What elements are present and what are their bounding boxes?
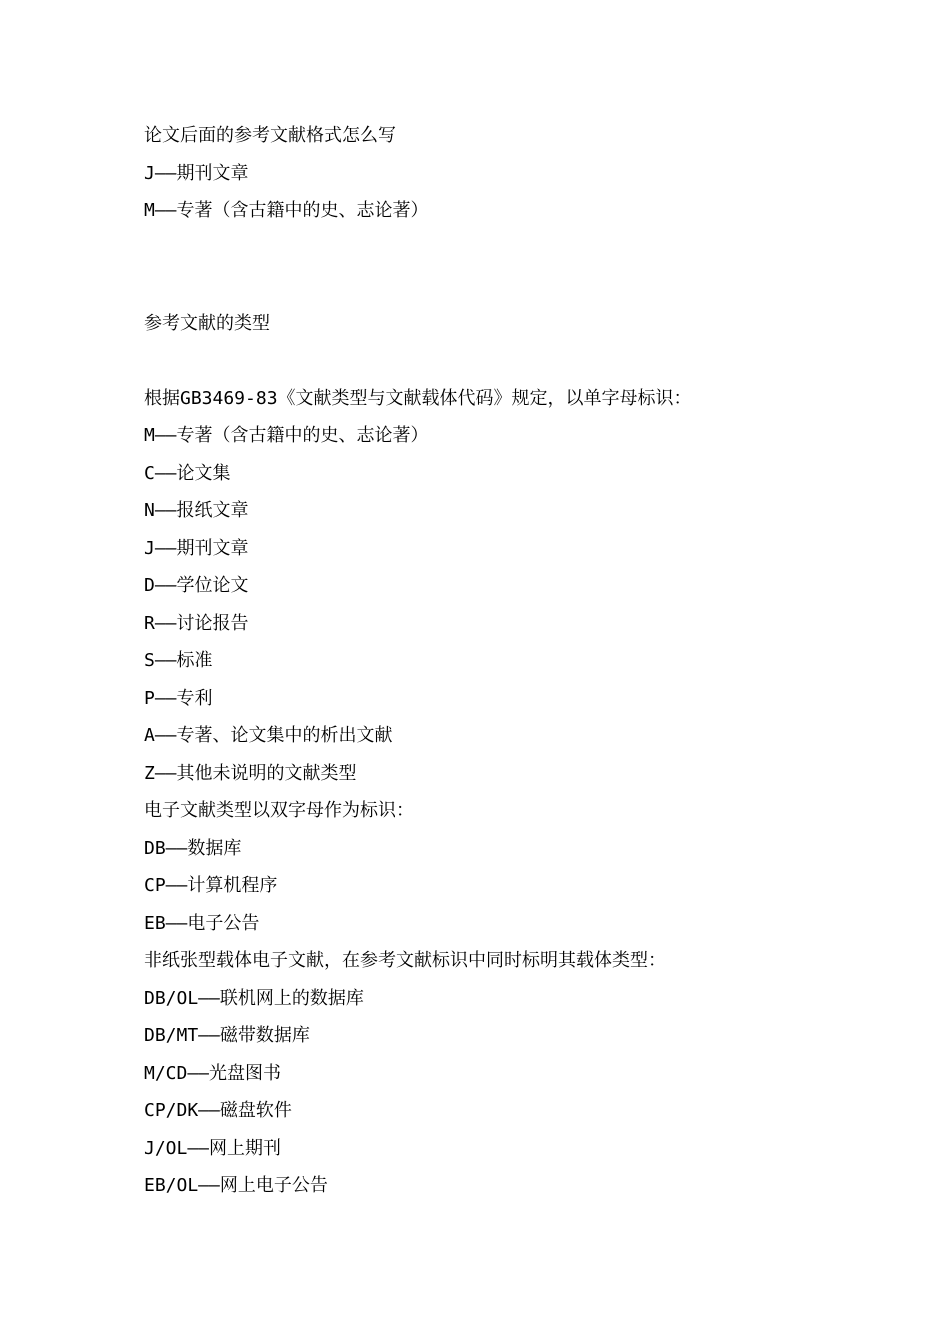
electronic-type-item: EB——电子公告 bbox=[144, 913, 260, 934]
section-heading: 参考文献的类型 bbox=[144, 313, 270, 334]
carrier-type-item: DB/MT——磁带数据库 bbox=[144, 1025, 310, 1046]
type-list-item: Z——其他未说明的文献类型 bbox=[144, 763, 357, 784]
intro-line: M——专著（含古籍中的史、志论著） bbox=[144, 200, 429, 221]
carrier-type-item: DB/OL——联机网上的数据库 bbox=[144, 988, 364, 1009]
intro-line: J——期刊文章 bbox=[144, 163, 249, 184]
type-list-item: N——报纸文章 bbox=[144, 500, 249, 521]
carrier-type-item: EB/OL——网上电子公告 bbox=[144, 1175, 328, 1196]
type-list-item: J——期刊文章 bbox=[144, 538, 249, 559]
type-list-item: S——标准 bbox=[144, 650, 213, 671]
type-list-item: C——论文集 bbox=[144, 463, 231, 484]
carrier-heading: 非纸张型载体电子文献，在参考文献标识中同时标明其载体类型： bbox=[144, 950, 666, 971]
carrier-type-item: J/OL——网上期刊 bbox=[144, 1138, 282, 1159]
type-list-item: M——专著（含古籍中的史、志论著） bbox=[144, 425, 429, 446]
electronic-heading: 电子文献类型以双字母作为标识： bbox=[144, 800, 414, 821]
type-list-item: D——学位论文 bbox=[144, 575, 249, 596]
carrier-type-item: CP/DK——磁盘软件 bbox=[144, 1100, 292, 1121]
electronic-type-item: DB——数据库 bbox=[144, 838, 242, 859]
carrier-type-item: M/CD——光盘图书 bbox=[144, 1063, 282, 1084]
type-list-item: P——专利 bbox=[144, 688, 213, 709]
basis-text: 根据GB3469-83《文献类型与文献载体代码》规定，以单字母标识： bbox=[144, 388, 692, 409]
document-title: 论文后面的参考文献格式怎么写 bbox=[144, 125, 396, 146]
type-list-item: R——讨论报告 bbox=[144, 613, 249, 634]
electronic-type-item: CP——计算机程序 bbox=[144, 875, 278, 896]
type-list-item: A——专著、论文集中的析出文献 bbox=[144, 725, 393, 746]
